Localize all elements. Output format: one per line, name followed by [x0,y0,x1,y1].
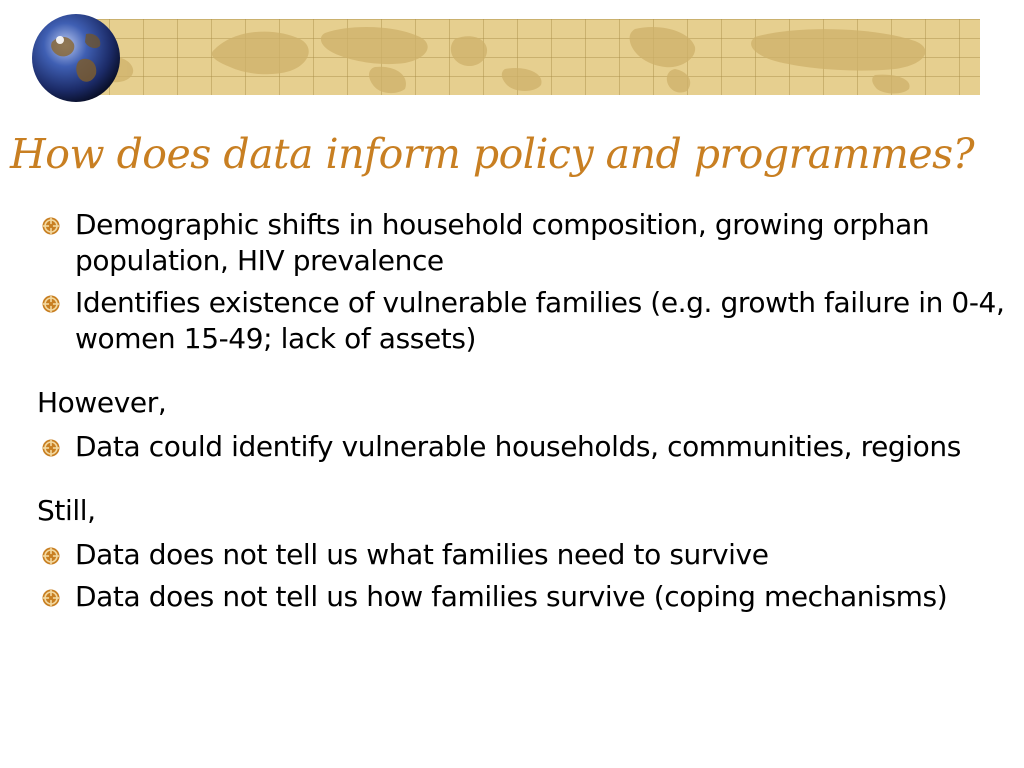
gear-bullet-icon [41,588,61,608]
bullet-item [37,207,1012,279]
bullet-item [37,429,1012,465]
globe-icon [30,12,122,104]
bullet-item [37,285,1012,357]
bullet-text: Demographic shifts in household composition, growing orphan population, HIV prevalence [75,208,930,277]
world-map-banner [75,19,980,95]
slide-content [37,207,1012,621]
gear-bullet-icon [41,546,61,566]
bullet-text: Identifies existence of vulnerable families (e.g. growth failure in 0-4, women 15-49; lack of assets) [75,286,1005,355]
slide-title: How does data inform policy and programmes? [10,130,975,178]
bullet-item [37,579,1012,615]
bullet-item [37,537,1012,573]
bullet-text: Data could identify vulnerable households, communities, regions [75,430,961,463]
bullet-text: Data does not tell us what families need to survive [75,538,769,571]
world-map-icon [75,19,980,95]
section-label-however: However, [37,386,167,419]
gear-bullet-icon [41,294,61,314]
gear-bullet-icon [41,216,61,236]
gear-bullet-icon [41,438,61,458]
bullet-text: Data does not tell us how families survive (coping mechanisms) [75,580,948,613]
section-label-still: Still, [37,494,96,527]
